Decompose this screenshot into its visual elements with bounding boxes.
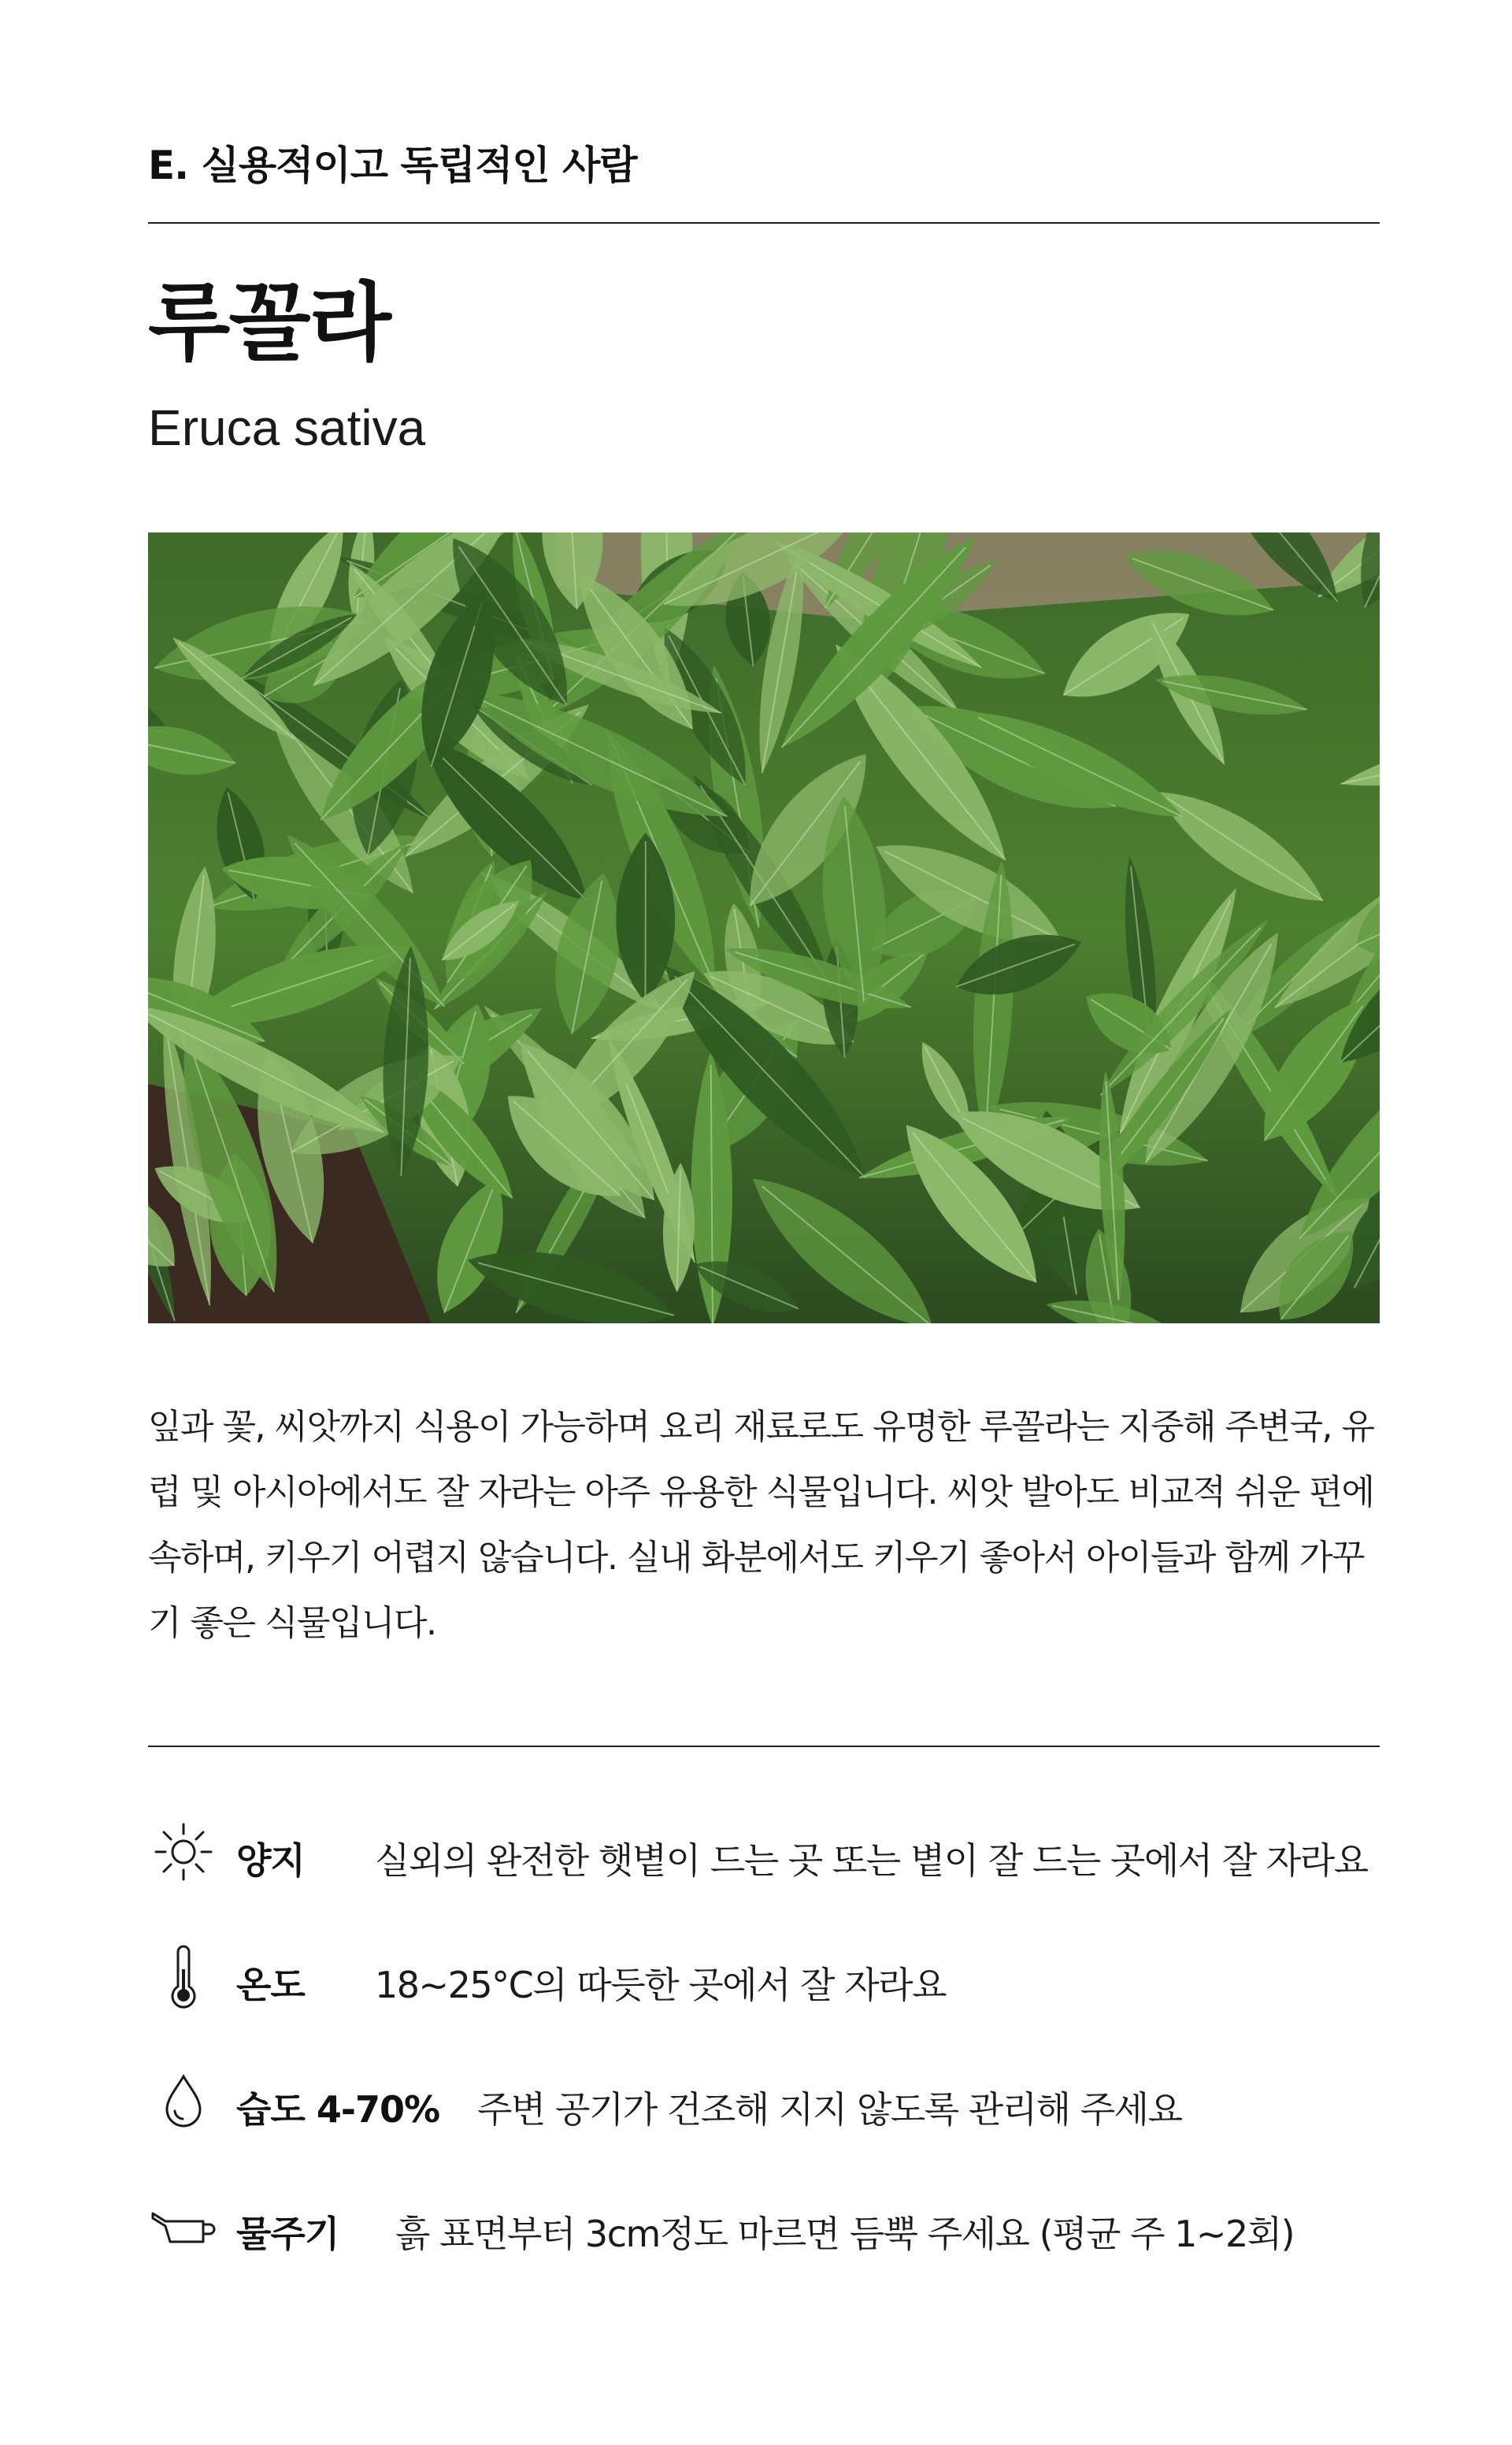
care-row-sun (148, 1816, 1380, 1887)
thermometer-icon (148, 1941, 219, 2012)
care-row-humidity (148, 2065, 1380, 2136)
care-row-temperature (148, 1941, 1380, 2012)
care-value-humidity: 주변 공기가 건조해 지지 않도록 관리해 주세요 (477, 2088, 1182, 2131)
care-label-sun: 양지 (236, 1839, 305, 1882)
category-heading: E. 실용적이고 독립적인 사람 (148, 143, 637, 188)
plant-photo (148, 532, 1380, 1323)
care-divider (148, 1746, 1380, 1747)
top-divider (148, 222, 1380, 224)
care-value-temperature: 18~25°C의 따듯한 곳에서 잘 자라요 (375, 1964, 947, 2006)
watering-can-icon (148, 2190, 219, 2261)
care-value-sun: 실외의 완전한 햇볕이 드는 곳 또는 볕이 잘 드는 곳에서 잘 자라요 (375, 1839, 1368, 1882)
plant-description: 잎과 꽃, 씨앗까지 식용이 가능하며 요리 재료로도 유명한 루꼴라는 지중해 주변국, 유럽 및 아시아에서도 잘 자라는 아주 유용한 식물입니다. 씨앗 발아도 비교적 쉬운 편에 속하며, 키우기 어렵지 않습니다. 실내 화분에서도 키우기 좋아서 아이들과 함께 가꾸기 좋은 식물입니다. (148, 1407, 1374, 1643)
sun-icon (148, 1816, 219, 1887)
plant-korean-name: 루꼴라 (148, 274, 390, 373)
plant-scientific-name: Eruca sativa (148, 399, 426, 456)
care-label-humidity: 습도 4-70% (236, 2088, 440, 2131)
care-value-watering: 흙 표면부터 3cm정도 마르면 듬뿍 주세요 (평균 주 1~2회) (395, 2213, 1295, 2255)
care-label-watering: 물주기 (236, 2213, 339, 2255)
care-row-watering (148, 2190, 1380, 2261)
arugula-photo (148, 532, 1380, 1323)
water-drop-icon (148, 2065, 219, 2136)
care-label-temperature: 온도 (236, 1964, 305, 2006)
